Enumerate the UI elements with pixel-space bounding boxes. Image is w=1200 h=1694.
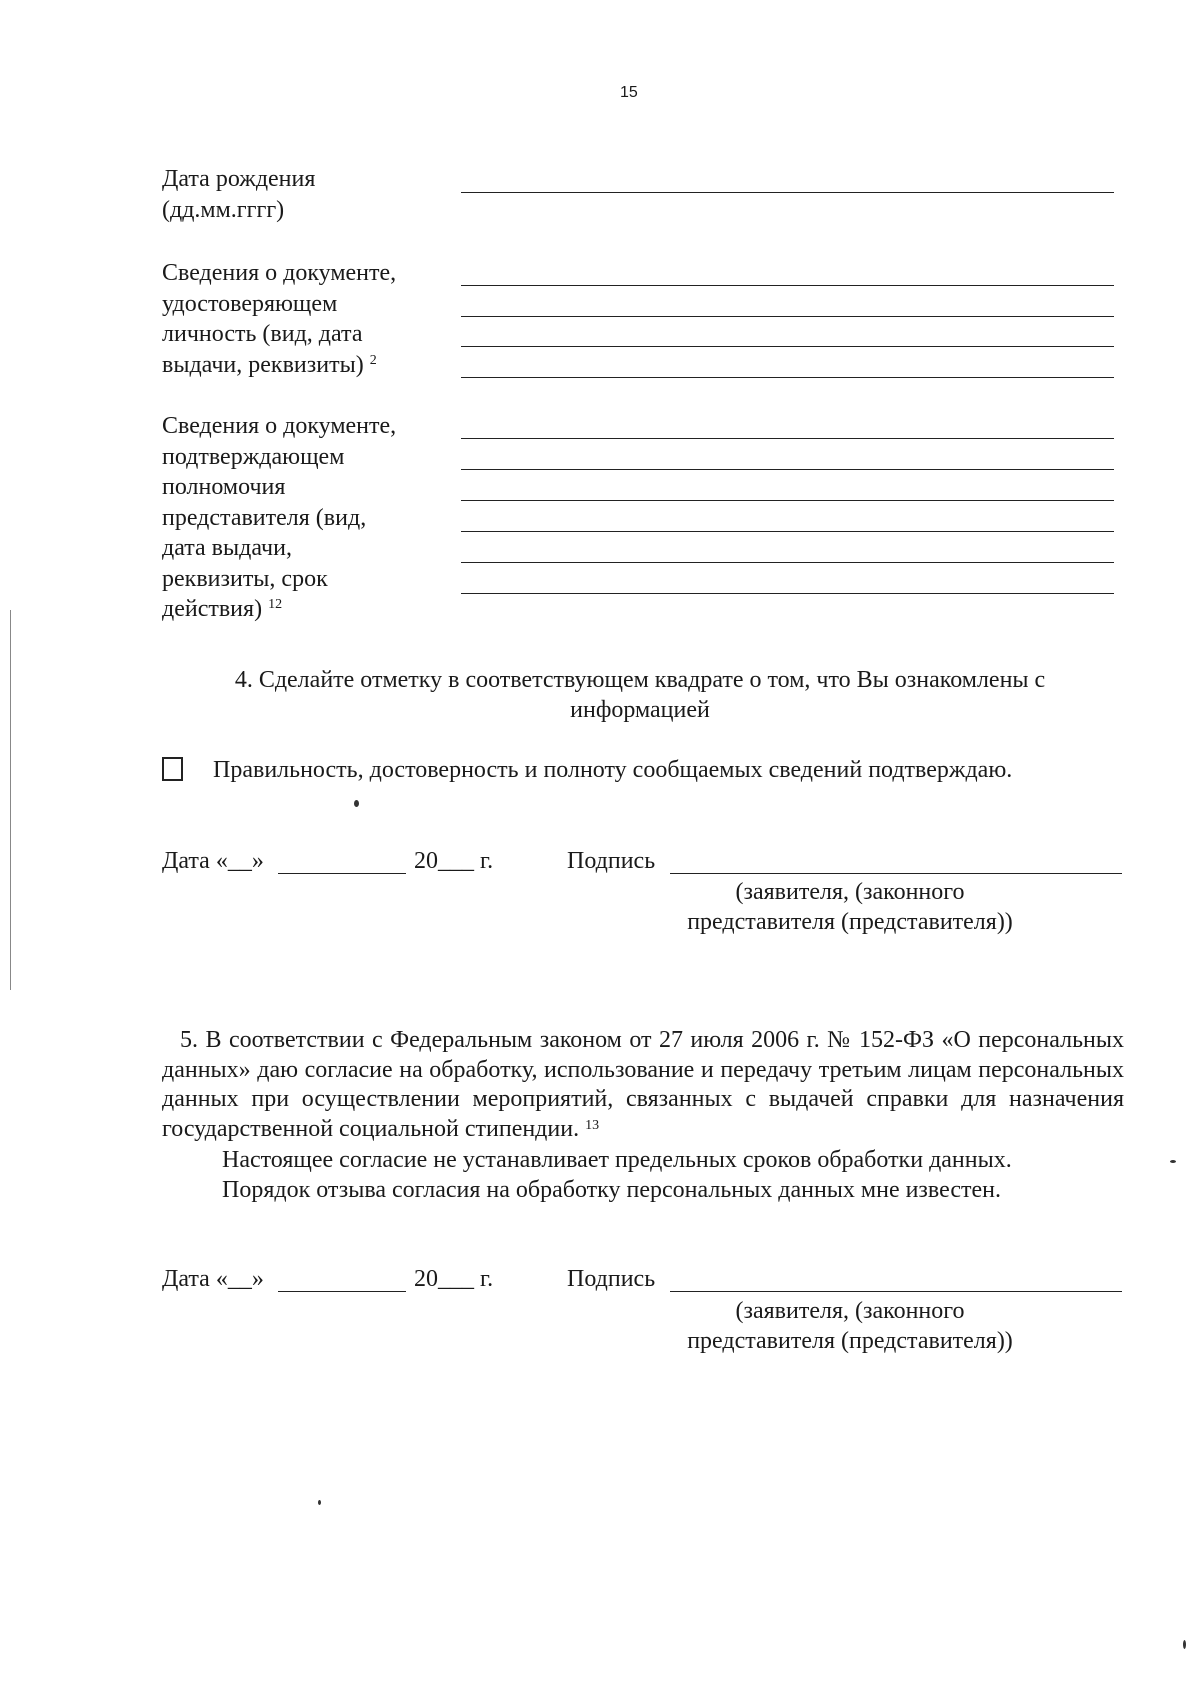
date-label: Дата «__» [162,1266,264,1292]
identity-doc-field-line-2[interactable] [461,316,1114,317]
date-month-field[interactable] [278,873,406,874]
signature-label: Подпись [567,1266,656,1292]
identity-doc-field-line-4[interactable] [461,377,1114,378]
identity-doc-field-line-3[interactable] [461,346,1114,347]
confirm-checkbox-label: Правильность, достоверность и полноту сообщаемых сведений подтверждаю. [213,757,1013,783]
signature-label: Подпись [567,848,656,874]
birth-date-label: Дата рождения (дд.мм.гггг) [162,166,316,223]
footnote-ref: 13 [585,1117,600,1133]
date-month-field[interactable] [278,1291,406,1292]
page-number: 15 [620,84,638,101]
signature-field[interactable] [670,873,1122,874]
authority-doc-field-line-1[interactable] [461,438,1114,439]
signer-note: (заявителя, (законного представителя (представителя)) [687,1298,1013,1354]
consent-revocation: Порядок отзыва согласия на обработку персональных данных мне известен. [222,1177,1001,1203]
consent-no-limit: Настоящее согласие не устанавливает предельных сроков обработки данных. [222,1147,1012,1173]
identity-doc-label: Сведения о документе, удостоверяющем личность (вид, дата выдачи, реквизиты) $^2$ [162,260,397,378]
scan-edge-line [10,610,11,990]
confirm-checkbox[interactable] [162,757,183,781]
consent-paragraph: 5. В соответствии с Федеральным законом от 27 июля 2006 г. № 152-ФЗ «О персональных данных» даю согласие на обработку, использование и передачу третьим лицам персональных данных при осуществлении мероприятий, связанных с выдачей справки для назначения государственной социальной стипендии. $^{13}$ [162,1027,1124,1142]
authority-doc-field-line-3[interactable] [461,500,1114,501]
scan-speck [318,1500,321,1505]
footnote-ref: 12 [268,597,283,612]
identity-doc-field-line-1[interactable] [461,285,1114,286]
footnote-ref: 2 [369,352,377,368]
birth-date-field[interactable] [461,192,1114,193]
scan-speck [354,800,359,807]
authority-doc-field-line-6[interactable] [461,593,1114,594]
scan-speck [1170,1160,1176,1163]
scan-speck [1183,1640,1186,1649]
section4-heading: 4. Сделайте отметку в соответствующем квадрате о том, что Вы ознакомлены с информацией [234,667,1046,723]
authority-doc-field-line-2[interactable] [461,469,1114,470]
signer-note: (заявителя, (законного представителя (представителя)) [687,879,1013,935]
signature-field[interactable] [670,1291,1122,1292]
year-label: 20___ г. [414,848,494,874]
authority-doc-label: Сведения о документе, подтверждающем полномочия представителя (вид, дата выдачи, реквизиты, срок действия) $^{12}$ [162,413,397,622]
authority-doc-field-line-5[interactable] [461,562,1114,563]
authority-doc-field-line-4[interactable] [461,531,1114,532]
year-label: 20___ г. [414,1266,494,1292]
date-label: Дата «__» [162,848,264,874]
